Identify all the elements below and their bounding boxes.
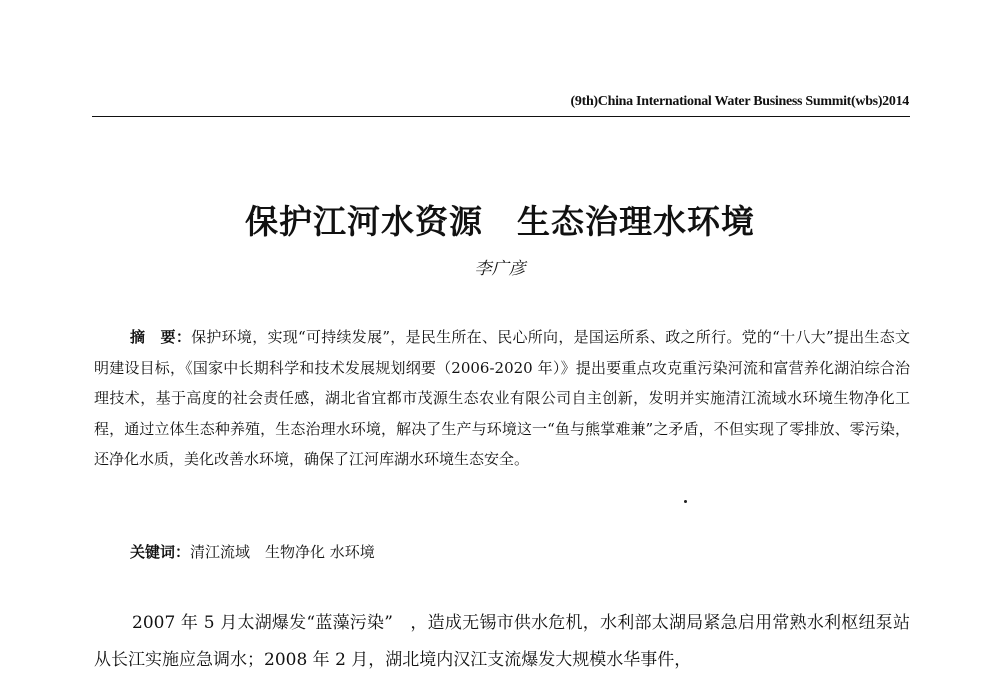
article-author: 李广彦 xyxy=(474,259,526,279)
keywords xyxy=(130,537,375,567)
body-paragraph: 2007 年 5 月太湖爆发“蓝藻污染” ，造成无锡市供水危机，水利部太湖局紧急启用常熟水利枢纽泵站从长江实施应急调水；2008 年 2 月，湖北境内汉江支流爆发大规模水华事件， xyxy=(94,613,910,670)
article-title: 保护江河水资源 生态治理水环境 xyxy=(245,202,755,241)
running-header: (9th)China International Water Business Summit(wbs)2014 xyxy=(570,94,909,109)
scan-artifact-dot xyxy=(684,500,687,503)
abstract-label: 摘 要： xyxy=(130,328,192,346)
keywords-text: 清江流域 生物净化 水环境 xyxy=(190,543,375,561)
header-rule xyxy=(92,116,910,117)
abstract xyxy=(94,322,910,475)
abstract-text: 保护环境，实现“可持续发展”，是民生所在、民心所向，是国运所系、政之所行。党的“十八大”提出生态文明建设目标，《国家中长期科学和技术发展规划纲要（2006-2020 年）》提出要重点攻克重污染河流和富营养化湖泊综合治理技术，基于高度的社会责任感，湖北省宜都市茂源生态农业有限公司自主创新，发明并实施清江流域水环境生物净化工程，通过立体生态种养殖，生态治理水环境，解决了生产与环境这一“鱼与熊掌难兼”之矛盾，不但实现了零排放、零污染，还净化水质，美化改善水环境，确保了江河库湖水环境生态安全。 xyxy=(94,328,910,468)
keywords-label: 关键词： xyxy=(130,543,191,561)
